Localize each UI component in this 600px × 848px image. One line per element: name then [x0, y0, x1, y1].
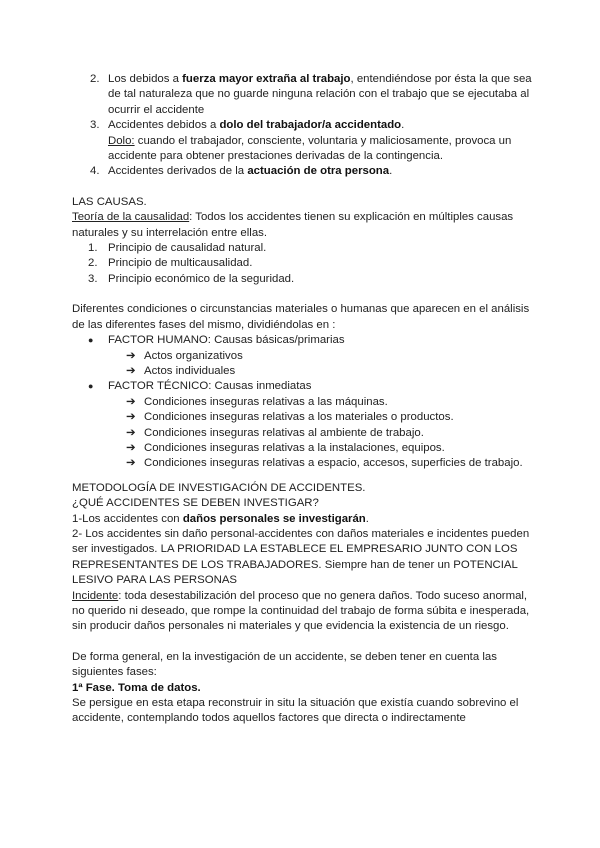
bullet-item: ● FACTOR TÉCNICO: Causas inmediatas [72, 379, 532, 394]
arrow-icon: ➔ [126, 426, 136, 439]
arrow-icon: ➔ [126, 411, 136, 424]
arrow-item: ➔ Actos organizativos [72, 349, 532, 364]
teoria-paragraph: Teoría de la causalidad: Todos los accidentes tienen su explicación en múltiples causas naturales y su interrelación entre ellas. [72, 211, 514, 239]
arrow-icon: ➔ [126, 441, 136, 454]
metodologia-p1: 1-Los accidentes con daños personales se investigarán. [72, 512, 369, 525]
list-item: 2. Principio de multicausalidad. [88, 257, 253, 270]
section-heading-metodologia: METODOLOGÍA DE INVESTIGACIÓN DE ACCIDENTES. [72, 481, 366, 494]
list-number: 4. [90, 165, 100, 178]
principios-list [72, 241, 532, 287]
general-paragraph: De forma general, en la investigación de un accidente, se deben tener en cuenta las siguientes fases: [72, 650, 497, 679]
arrow-item: ➔ Condiciones inseguras relativas al ambiente de trabajo. [72, 426, 532, 441]
arrow-icon: ➔ [126, 395, 136, 408]
arrow-item: ➔ Condiciones inseguras relativas a la instalaciones, equipos. [72, 441, 532, 456]
causas-intro: Diferentes condiciones o circunstancias materiales o humanas que aparecen en el análisis de las diferentes fases del mismo, dividiéndolas en : [72, 303, 530, 331]
bullet-item: ● FACTOR HUMANO: Causas básicas/primarias [72, 333, 532, 348]
list-number: 3. [90, 119, 100, 132]
arrow-icon: ➔ [126, 364, 136, 377]
metodologia-p2: 2- Los accidentes sin daño personal-accidentes con daños materiales e incidentes pueden ser investigados. LA PRIORIDAD LA ESTABLECE EL EMPRESARIO JUNTO CON LOS REPRESENTANTES DE LOS TRABAJADORES. Siempre han de tener un POTENCIAL LESIVO PARA LAS PERSONAS [72, 527, 530, 587]
arrow-icon: ➔ [126, 457, 136, 470]
dolo-term: Dolo: [108, 134, 135, 147]
list-number: 2. [90, 73, 100, 85]
bullet-icon: ● [88, 381, 94, 392]
incidente-paragraph: Incidente: toda desestabilización del proceso que no genera daños. Todo suceso anormal, no querido ni deseado, que rompe la continuidad del trabajo de forma súbita e inesperada, sin producir daños personales ni materiales y que evidencia la existencia de un riesgo. [72, 589, 530, 633]
arrow-item: ➔ Actos individuales [72, 364, 532, 379]
accident-type-list [72, 72, 532, 180]
arrow-item: ➔ Condiciones inseguras relativas a las máquinas. [72, 395, 532, 410]
arrow-item: ➔ Condiciones inseguras relativas a los materiales o productos. [72, 410, 532, 425]
list-item: 3. Accidentes debidos a dolo del trabajador/a accidentado. Dolo: cuando el trabajador, consciente, voluntaria y maliciosamente, provoca un accidente para obtener prestaciones derivadas de la contingencia. [90, 119, 512, 163]
arrow-item: ➔ Condiciones inseguras relativas a espacio, accesos, superficies de trabajo. [72, 456, 532, 471]
fase1-heading: 1ª Fase. Toma de datos. [72, 681, 201, 694]
fase1-paragraph: Se persigue en esta etapa reconstruir in situ la situación que existía cuando sobrevino el accidente, contemplando todos aquellos factores que directa o indirectamente [72, 697, 519, 725]
bullet-icon: ● [88, 335, 94, 346]
section-heading-causas: LAS CAUSAS. [72, 195, 147, 208]
list-item: 2. Los debidos a fuerza mayor extraña al trabajo, entendiéndose por ésta la que sea de tal naturaleza que no guarde ninguna relación con el trabajo que se ejecutaba al ocurrir el accidente [90, 73, 532, 116]
list-item: 1. Principio de causalidad natural. [88, 242, 267, 255]
arrow-icon: ➔ [126, 349, 136, 362]
list-item: 3. Principio económico de la seguridad. [88, 272, 295, 285]
list-item: 4. Accidentes derivados de la actuación de otra persona. [72, 164, 532, 179]
question-heading: ¿QUÉ ACCIDENTES SE DEBEN INVESTIGAR? [72, 497, 319, 510]
document-content [72, 72, 532, 727]
